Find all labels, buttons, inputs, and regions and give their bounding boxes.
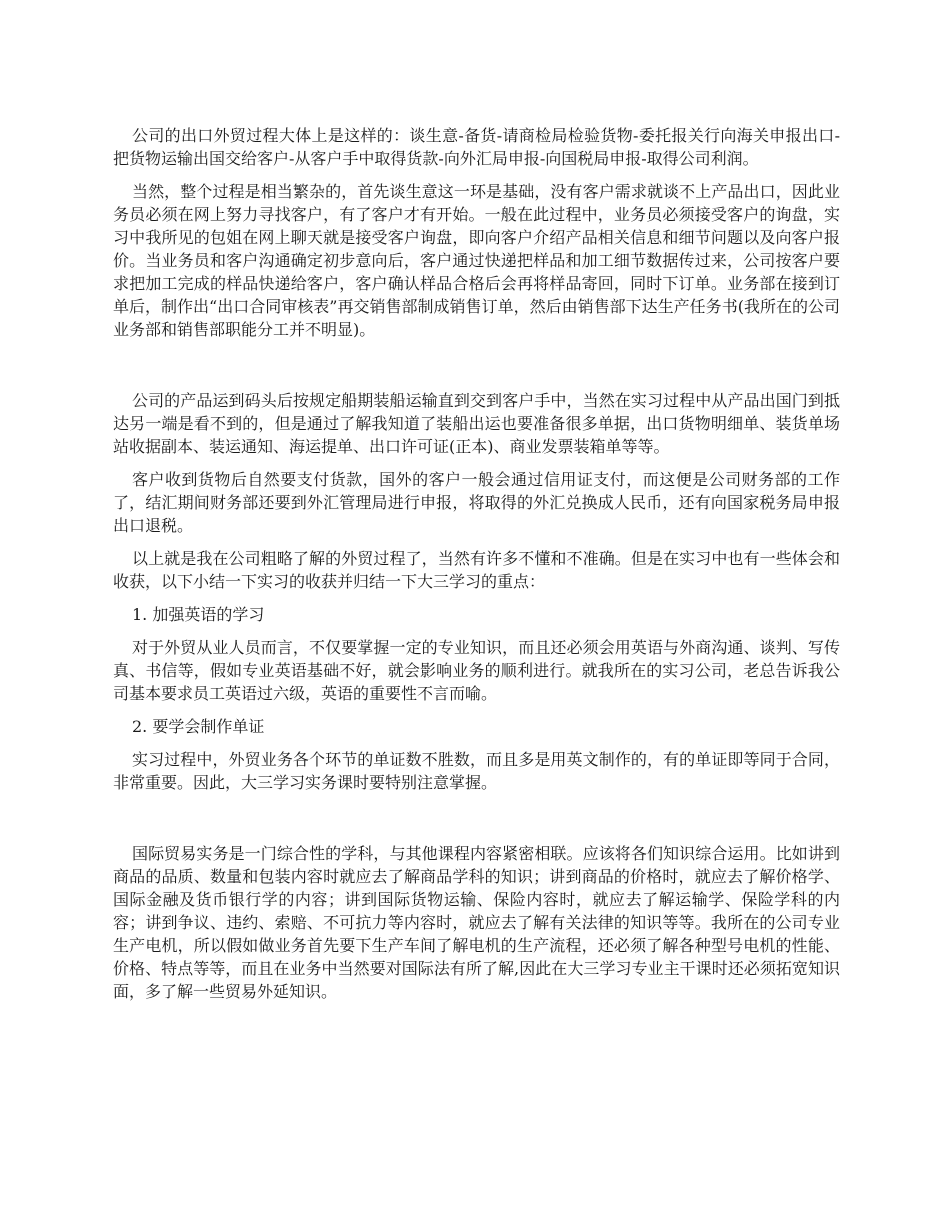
paragraph-shipping-documents: 公司的产品运到码头后按规定船期装船运输直到交到客户手中，当然在实习过程中从产品出国门到抵达另一端是看不到的，但是通过了解我知道了装船出运也要准备很多单据，出口货物明细单、装货单场站收据副本、装运通知、海运提单、出口许可证(正本)、商业发票装箱单等等。: [113, 391, 840, 456]
paragraph-business-negotiation: 当然，整个过程是相当繁杂的，首先谈生意这一环是基础，没有客户需求就谈不上产品出口，因此业务员必须在网上努力寻找客户，有了客户才有开始。一般在此过程中，业务员必须接受客户的询盘，实习中我所见的包姐在网上聊天就是接受客户询盘，即向客户介绍产品相关信息和细节问题以及向客户报价。当业务员和客户沟通确定初步意向后，客户通过快递把样品和加工细节数据传过来，公司按客户要求把加工完成的样品快递给客户，客户确认样品合格后会再将样品寄回，同时下订单。业务部在接到订单后，制作出“出口合同审核表”再交销售部制成销售订单，然后由销售部下达生产任务书(我所在的公司业务部和销售部职能分工并不明显)。: [113, 182, 840, 339]
section-gap: [113, 804, 840, 842]
section-gap: [113, 351, 840, 389]
paragraph-summary-intro: 以上就是我在公司粗略了解的外贸过程了，当然有许多不懂和不准确。但是在实习中也有一些体会和收获，以下小结一下实习的收获并归结一下大三学习的重点：: [113, 549, 840, 591]
paragraph-english-importance: 对于外贸从业人员而言，不仅要掌握一定的专业知识，而且还必须会用英语与外商沟通、谈判、写传真、书信等，假如专业英语基础不好，就会影响业务的顺利进行。就我所在的实习公司，老总告诉我公司基本要求员工英语过六级，英语的重要性不言而喻。: [113, 638, 840, 703]
document-page: [113, 124, 840, 1013]
paragraph-documents-importance: 实习过程中，外贸业务各个环节的单证数不胜数，而且多是用英文制作的，有的单证即等同于合同，非常重要。因此，大三学习实务课时要特别注意掌握。: [113, 750, 840, 792]
heading-documents: 2. 要学会制作单证: [132, 717, 265, 736]
paragraph-export-process: 公司的出口外贸过程大体上是这样的：谈生意-备货-请商检局检验货物-委托报关行向海关申报出口-把货物运输出国交给客户-从客户手中取得货款-向外汇局申报-向国税局申报-取得公司利润。: [113, 126, 840, 168]
paragraph-payment: 客户收到货物后自然要支付货款，国外的客户一般会通过信用证支付，而这便是公司财务部的工作了，结汇期间财务部还要到外汇管理局进行申报，将取得的外汇兑换成人民币，还有向国家税务局申报出口退税。: [113, 470, 840, 535]
heading-english-study: 1. 加强英语的学习: [132, 605, 265, 624]
paragraph-comprehensive-study: 国际贸易实务是一门综合性的学科，与其他课程内容紧密相联。应该将各们知识综合运用。比如讲到商品的品质、数量和包装内容时就应去了解商品学科的知识；讲到商品的价格时，就应去了解价格学、国际金融及货币银行学的内容；讲到国际货物运输、保险内容时，就应去了解运输学、保险学科的内容；讲到争议、违约、索赔、不可抗力等内容时，就应去了解有关法律的知识等等。我所在的公司专业生产电机，所以假如做业务首先要下生产车间了解电机的生产流程，还必须了解各种型号电机的性能、价格、特点等等，而且在业务中当然要对国际法有所了解,因此在大三学习专业主干课时还必须拓宽知识面，多了解一些贸易外延知识。: [113, 844, 840, 1001]
